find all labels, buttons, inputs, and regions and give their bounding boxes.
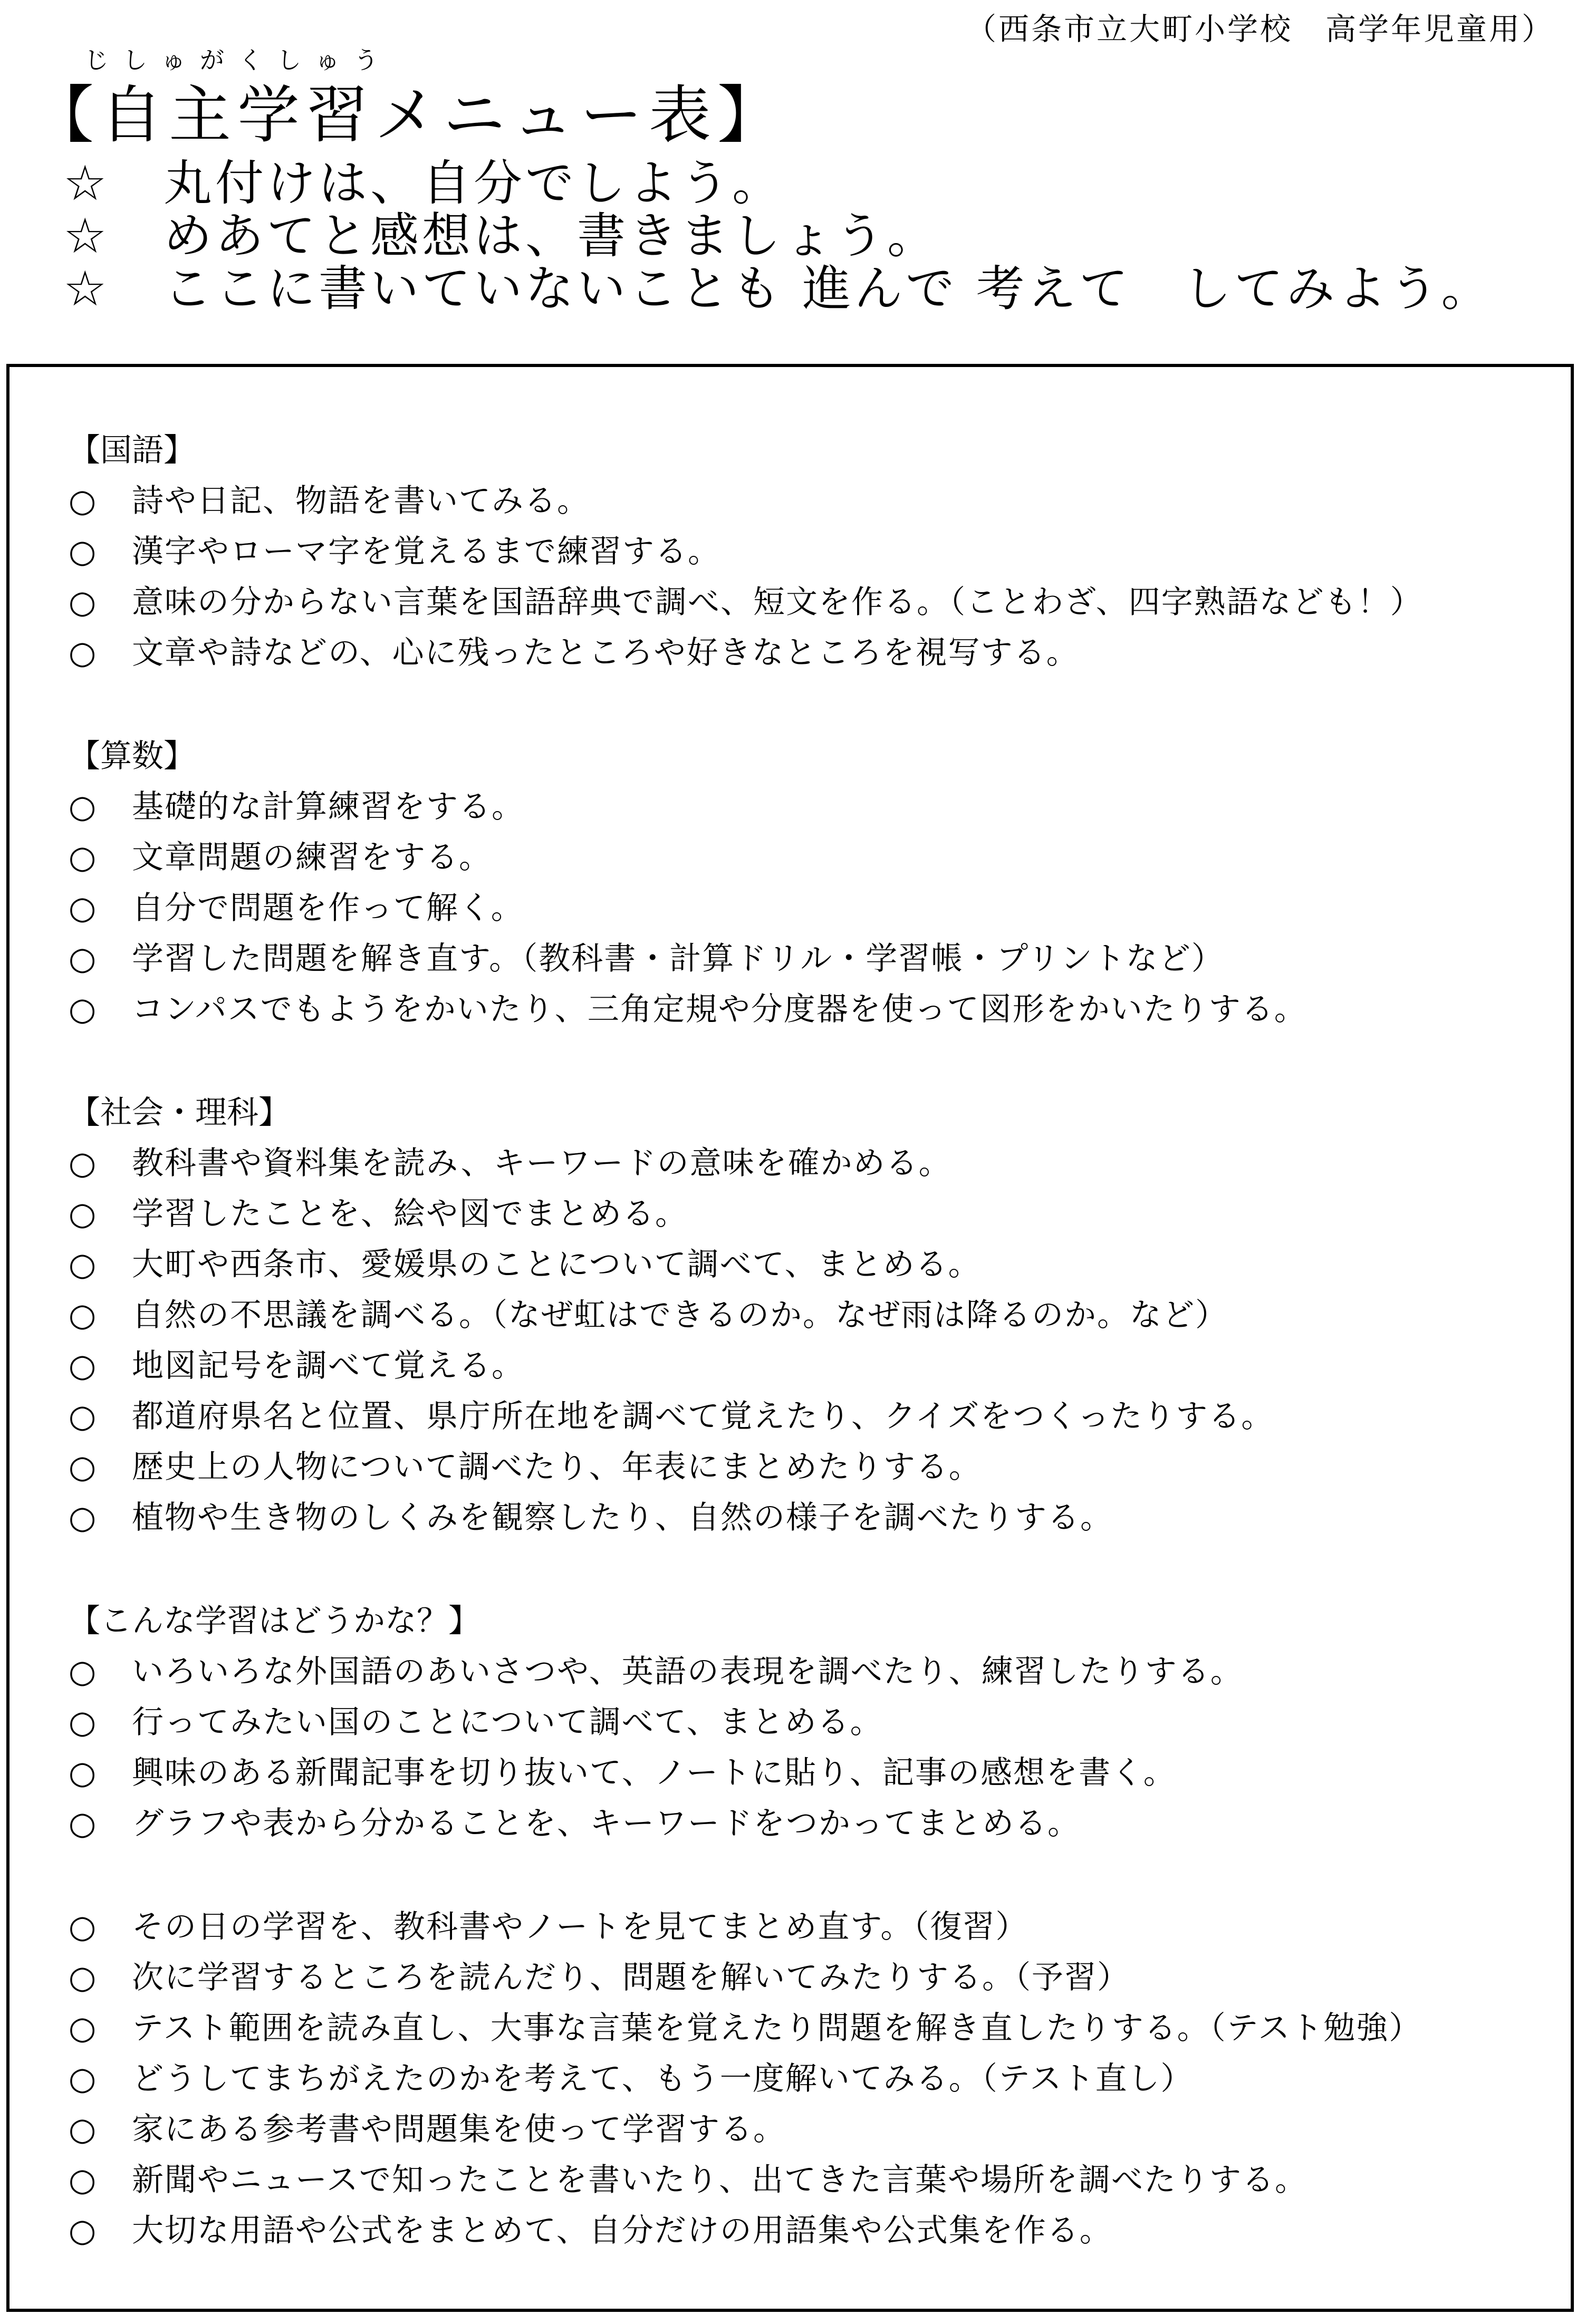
item-text: 意味の分からない言葉を国語辞典で調べ、短文を作る。（ことわざ、四字熟語なども！）	[132, 584, 1423, 621]
rules-list	[63, 157, 1493, 315]
circle-icon: ○	[69, 1959, 98, 1996]
circle-icon: ○	[69, 2162, 98, 2198]
circle-icon: ○	[69, 533, 98, 570]
list-item	[69, 782, 1550, 832]
circle-icon: ○	[69, 584, 98, 621]
circle-icon: ○	[69, 2060, 98, 2097]
circle-icon: ○	[69, 2111, 98, 2148]
circle-icon: ○	[69, 1246, 98, 1283]
menu-box	[6, 364, 1574, 2312]
item-text: 家にある参考書や問題集を使って学習する。	[132, 2111, 786, 2148]
list-item	[69, 628, 1550, 678]
item-text: 大切な用語や公式をまとめて、自分だけの用語集や公式集を作る。	[132, 2212, 1112, 2249]
item-text: 自然の不思議を調べる。（なぜ虹はできるのか。なぜ雨は降るのか。など）	[132, 1297, 1228, 1334]
list-item	[69, 1492, 1550, 1543]
section-title: 【社会・理科】	[69, 1094, 290, 1131]
rule-item	[63, 263, 1493, 315]
list-item	[69, 1290, 1550, 1341]
item-text: 次に学習するところを読んだり、問題を解いてみたりする。（予習）	[132, 1959, 1130, 1996]
circle-icon: ○	[69, 1805, 98, 1842]
circle-icon: ○	[69, 839, 98, 876]
list-item	[69, 1239, 1550, 1290]
item-text: 地図記号を調べて覚える。	[132, 1347, 524, 1384]
circle-icon: ○	[69, 1297, 98, 1334]
item-text: 学習したことを、絵や図でまとめる。	[132, 1195, 688, 1232]
item-text: 基礎的な計算練習をする。	[132, 788, 524, 825]
list-item	[69, 2205, 1550, 2256]
item-text: グラフや表から分かることを、キーワードをつかってまとめる。	[132, 1805, 1080, 1842]
item-text: 大町や西条市、愛媛県のことについて調べて、まとめる。	[132, 1246, 981, 1283]
section-title: 【こんな学習はどうかな？】	[69, 1603, 480, 1640]
list-item	[69, 1442, 1550, 1492]
section-title: 【算数】	[69, 738, 195, 775]
circle-icon: ○	[69, 890, 98, 927]
circle-icon: ○	[69, 1704, 98, 1741]
section-general	[69, 1902, 1550, 2256]
list-item	[69, 832, 1550, 883]
item-text: 文章問題の練習をする。	[132, 839, 492, 876]
circle-icon: ○	[69, 1754, 98, 1791]
section-kokugo	[69, 425, 1550, 678]
list-item	[69, 1748, 1550, 1798]
list-item	[69, 1646, 1550, 1697]
item-text: 新聞やニュースで知ったことを書いたり、出てきた言葉や場所を調べたりする。	[132, 2162, 1308, 2198]
circle-icon: ○	[69, 634, 98, 671]
circle-icon: ○	[69, 2010, 98, 2047]
item-text: 漢字やローマ字を覚えるまで練習する。	[132, 533, 720, 570]
section-sansu	[69, 731, 1550, 1035]
circle-icon: ○	[69, 788, 98, 825]
star-icon: ☆	[63, 155, 110, 211]
circle-icon: ○	[69, 991, 98, 1028]
circle-icon: ○	[69, 1145, 98, 1182]
item-text: 歴史上の人物について調べたり、年表にまとめたりする。	[132, 1449, 982, 1486]
item-text: 植物や生き物のしくみを観察したり、自然の様子を調べたりする。	[132, 1499, 1113, 1536]
list-item	[69, 1952, 1550, 2003]
circle-icon: ○	[69, 1398, 98, 1435]
circle-icon: ○	[69, 1908, 98, 1945]
star-icon: ☆	[63, 261, 110, 317]
rule-text: 丸付けは、自分でしよう。	[164, 155, 784, 211]
rule-text: ここに書いていないことも 進んで 考えて してみよう。	[164, 261, 1493, 317]
rule-item	[63, 157, 1493, 210]
circle-icon: ○	[69, 1347, 98, 1384]
circle-icon: ○	[69, 940, 98, 977]
list-item	[69, 1697, 1550, 1748]
list-item	[69, 2003, 1550, 2053]
school-label: （西条市立大町小学校 高学年児童用）	[965, 11, 1554, 47]
title-ruby: じしゅがくしゅう	[84, 46, 392, 74]
item-text: 行ってみたい国のことについて調べて、まとめる。	[132, 1704, 883, 1741]
item-text: コンパスでもようをかいたり、三角定規や分度器を使って図形をかいたりする。	[132, 991, 1307, 1028]
menu-content	[69, 425, 1550, 2309]
item-text: 学習した問題を解き直す。（教科書・計算ドリル・学習帳・プリントなど）	[132, 940, 1224, 977]
section-shakai-rika	[69, 1087, 1550, 1543]
circle-icon: ○	[69, 1653, 98, 1690]
list-item	[69, 883, 1550, 933]
section-konna-gakushu	[69, 1596, 1550, 1849]
list-item	[69, 1341, 1550, 1391]
circle-icon: ○	[69, 2212, 98, 2249]
item-text: 自分で問題を作って解く。	[132, 890, 524, 927]
circle-icon: ○	[69, 1499, 98, 1536]
list-item	[69, 476, 1550, 526]
list-item	[69, 1391, 1550, 1442]
list-item	[69, 1798, 1550, 1849]
rule-item	[63, 210, 1493, 263]
item-text: どうしてまちがえたのかを考えて、もう一度解いてみる。（テスト直し）	[132, 2060, 1194, 2097]
list-item	[69, 526, 1550, 577]
list-item	[69, 577, 1550, 628]
item-text: 教科書や資料集を読み、キーワードの意味を確かめる。	[132, 1145, 951, 1182]
page-title: 【自主学習メニュー表】	[32, 79, 786, 151]
list-item	[69, 984, 1550, 1035]
item-text: 都道府県名と位置、県庁所在地を調べて覚えたり、クイズをつくったりする。	[132, 1398, 1274, 1435]
circle-icon: ○	[69, 483, 98, 519]
list-item	[69, 1138, 1550, 1189]
item-text: いろいろな外国語のあいさつや、英語の表現を調べたり、練習したりする。	[132, 1653, 1243, 1690]
list-item	[69, 2155, 1550, 2205]
list-item	[69, 1902, 1550, 1952]
item-text: 興味のある新聞記事を切り抜いて、ノートに貼り、記事の感想を書く。	[132, 1754, 1176, 1791]
item-text: 詩や日記、物語を書いてみる。	[132, 483, 590, 519]
star-icon: ☆	[63, 208, 110, 264]
item-text: 文章や詩などの、心に残ったところや好きなところを視写する。	[132, 634, 1079, 671]
list-item	[69, 1189, 1550, 1239]
list-item	[69, 2053, 1550, 2104]
circle-icon: ○	[69, 1449, 98, 1486]
list-item	[69, 2104, 1550, 2155]
item-text: その日の学習を、教科書やノートを見てまとめ直す。（復習）	[132, 1908, 1029, 1945]
circle-icon: ○	[69, 1195, 98, 1232]
list-item	[69, 933, 1550, 984]
section-title: 【国語】	[69, 432, 195, 469]
item-text: テスト範囲を読み直し、大事な言葉を覚えたり問題を解き直したりする。（テスト勉強）	[132, 2010, 1422, 2047]
rule-text: めあてと感想は、書きましょう。	[164, 208, 939, 264]
